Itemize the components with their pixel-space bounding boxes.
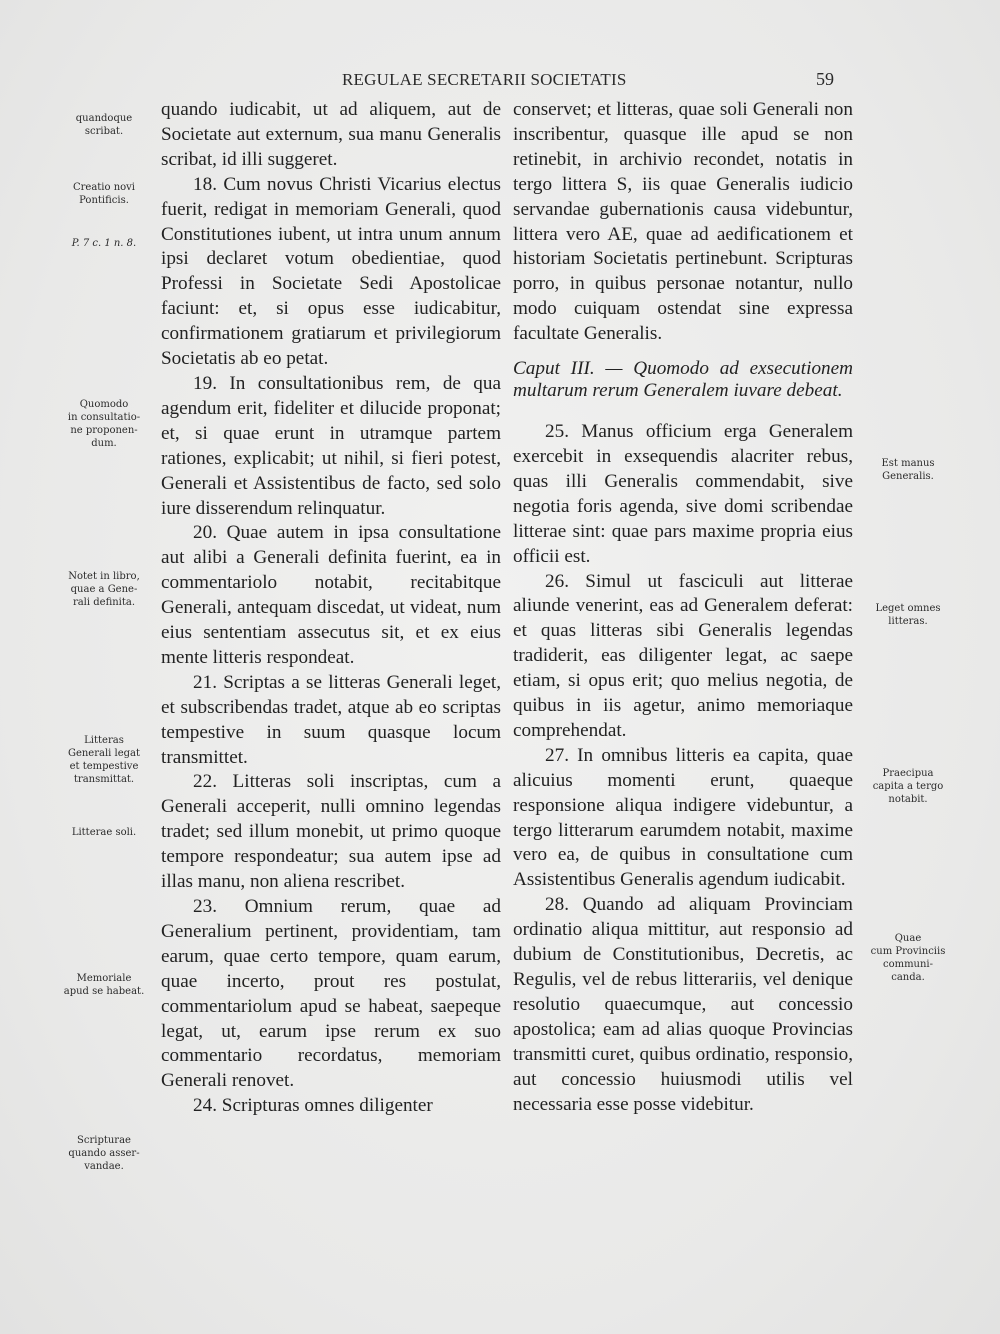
chapter-heading: Caput III. — Quomodo ad exsecutionem multarum rerum Generalem iuvare debeat. (513, 358, 853, 402)
margin-note-notet-libro: Notet in libro, quae a Gene- rali definita. (68, 571, 140, 608)
paragraph-26: 26. Simul ut fasciculi aut litterae aliunde venerint, eas ad Generalem deferat: et quas litteras sibi Generalis legendas tradiderit, eas diligenter legat, ac saepe etiam, si opus erit; quo melius negotia, de quibus in iis agetur, animo memoriaque comprehendat. (513, 570, 853, 741)
paragraph-28: 28. Quando ad aliquam Provinciam ordinatio aliqua mittitur, aut responsio ad dubium de Constitutionibus, Decretis, ac Regulis, vel de rebus litterariis, vel denique resolutio quaecumque, aut concessio apostolica; eam ad alias quoque Provincias transmitti curet, quibus ordinatio, responsio, aut concessio huiusmodi utilis vel necessaria esse posse videbitur. (513, 894, 853, 1115)
left-text-column (161, 98, 501, 1119)
paragraph-24: 24. Scripturas omnes diligenter (193, 1095, 433, 1117)
margin-note-quandoque: quandoque scribat. (75, 113, 133, 137)
margin-note-scripturae: Scripturae quando asser- vandae. (68, 1135, 140, 1172)
paragraph-20: 20. Quae autem in ipsa consultatione aut alibi a Generali definita fuerint, ea in commentariolo notabit, recitabitque Generali, antequam discedat, ut videat, num eius sententiam assecutus sit, et ex eius mente litteris respondeat. (161, 522, 501, 668)
margin-note-litteras-legat: Litteras Generali legat et tempestive transmittat. (67, 735, 141, 785)
margin-note-manus-generalis: Est manus Generalis. (881, 458, 935, 482)
margin-note-reference: P. 7 c. 1 n. 8. (71, 238, 137, 249)
page-number: 59 (816, 69, 834, 89)
paragraph-25: 25. Manus officium erga Generalem exercebit in exsequendis alacriter rebus, quas illi Generalis commendabit, sive negotia foris agenda, sive domi scribendae litterae sint: quae pars maxime propria eius officii est. (513, 421, 853, 567)
margin-note-memoriale: Memoriale apud se habeat. (63, 973, 145, 997)
margin-note-praecipua-capita: Praecipua capita a tergo notabit. (872, 768, 944, 805)
margin-note-litterae-soli: Litterae soli. (71, 827, 137, 838)
paragraph-continued: quando iudicabit, ut ad aliquem, aut de Societate aut externum, sua manu Generalis scribat, id illi suggeret. (161, 99, 501, 170)
paragraph-24-continued: conservet; et litteras, quae soli Generali non inscribentur, quasque ille apud se non retinebit, in archivio recondet, notatis in tergo littera S, iis quae Generalis iudicio servandae gubernationis causa videbuntur, littera vero AE, quae ad aedificationem et historiam Societatis pertinebunt. Scripturas porro, in quibus personae notantur, nullo modo cuiquam ostendat sine expressa facultate Generalis. (513, 99, 853, 345)
margin-note-quae-provinciis: Quae cum Provinciis communi- canda. (870, 933, 946, 983)
paragraph-21: 21. Scriptas a se litteras Generali leget, et subscribendas tradet, atque ab eo scriptas tempestive in suum quasque locum transmittet. (161, 671, 501, 768)
margin-note-creatio-pontificis: Creatio novi Pontificis. (72, 182, 136, 206)
paragraph-22: 22. Litteras soli inscriptas, cum a Generali acceperit, nulli omnino legendas tradet; sed illum monebit, ut primo quoque tempore respondeatur; sua autem ipse ad illas manu, non aliena rescribet. (161, 771, 501, 893)
running-title: REGULAE SECRETARII SOCIETATIS (342, 70, 627, 89)
paragraph-27: 27. In omnibus litteris ea capita, quae alicuius momenti erunt, quaeque responsione aliqua indigere videbuntur, a tergo litterarum earumdem notabit, maxime vero ea, de quibus in consultatione cum Assistentibus Generalis agendum iudicabit. (513, 744, 853, 891)
margin-note-leget-litteras: Leget omnes litteras. (875, 603, 941, 627)
right-text-column (513, 98, 853, 1117)
paragraph-23: 23. Omnium rerum, quae ad Generalium pertinent, providentiam, tam earum, quae certo tempore, quam earum, quae incerto, prout res postulat, commentariolum apud se habeat, saepeque legat, ut, earum ipse rerum ex suo commentario recordatus, memoriam Generali renovet. (161, 896, 501, 1092)
paragraph-19: 19. In consultationibus rem, de qua agendum erit, fideliter et dilucide proponat; et, si quae erunt in utramque partem rationes, explicabit; ut nihil, si fieri potest, Generali et Assistentibus de facto, sed solo iure disserendum relinquatur. (161, 372, 501, 519)
paragraph-18: 18. Cum novus Christi Vicarius electus fuerit, redigat in memoriam Generali, quod Constitutiones iubent, ut intra unum annum ipsi declaret votum obedientiae, quod Professi in Societate Sedi Apostolicae faciunt: et, si opus esse iudicabitur, confirmationem gratiarum et privilegiorum Societatis ab eo petat. (161, 173, 501, 370)
margin-note-quomodo-consultatione: Quomodo in consultatio- ne proponen- dum. (67, 399, 141, 449)
